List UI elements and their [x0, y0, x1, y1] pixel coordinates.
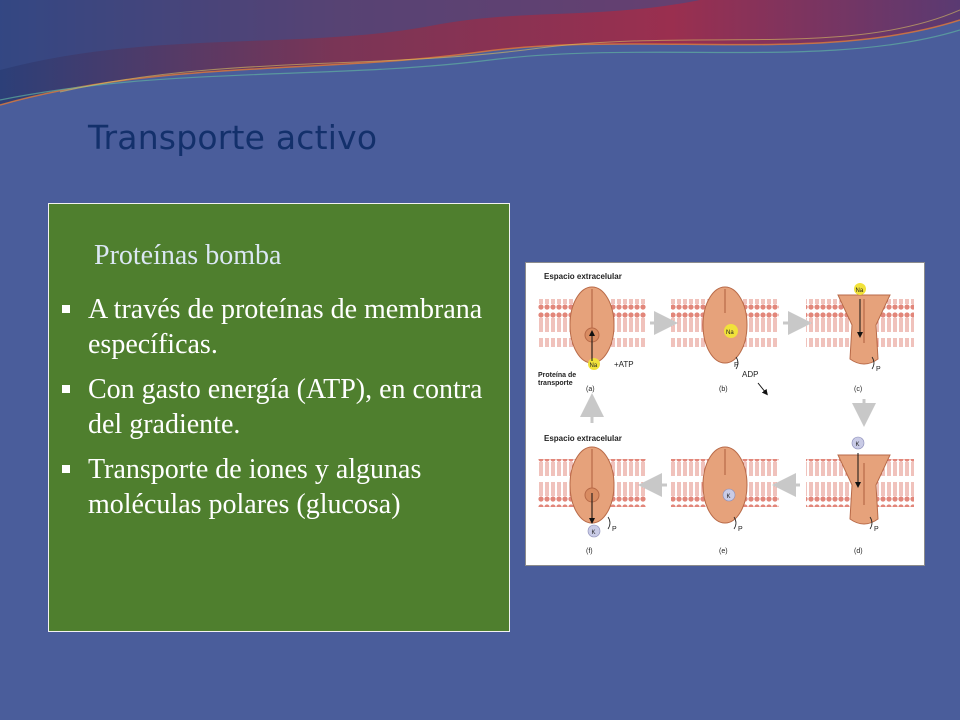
bullet-item	[59, 452, 504, 522]
panel-label: (b)	[719, 386, 728, 393]
svg-text:K: K	[855, 442, 860, 448]
pump-protein-e	[703, 447, 747, 523]
content-box	[48, 203, 510, 632]
sodium-ion-b	[724, 324, 738, 338]
svg-text:Na: Na	[726, 330, 734, 336]
phosphate-label-e: P	[738, 526, 743, 533]
decorative-banner	[0, 0, 960, 130]
phosphate-label-d: P	[874, 526, 879, 533]
svg-text:K: K	[591, 530, 596, 536]
panel-label: (a)	[586, 386, 595, 393]
phosphate-label-c: P	[876, 366, 881, 373]
sodium-ion-c	[854, 283, 866, 295]
bullet-list	[59, 292, 504, 532]
potassium-ion-d	[852, 437, 864, 449]
extracellular-label-top: Espacio extracelular	[544, 272, 622, 281]
svg-text:Na: Na	[589, 363, 598, 369]
square-bullet-icon	[62, 465, 70, 473]
box-subtitle: Proteínas bomba	[94, 240, 282, 271]
pump-diagram	[526, 263, 924, 565]
protein-label-line1: Proteína de	[538, 372, 577, 379]
sodium-potassium-pump-figure	[525, 262, 925, 566]
panel-label: (e)	[719, 548, 728, 555]
pump-protein-b	[703, 287, 747, 363]
panel-label: (f)	[586, 548, 593, 555]
adp-label: ADP	[742, 370, 759, 379]
bullet-text: Transporte de iones y algunas moléculas polares (glucosa)	[88, 454, 422, 520]
svg-text:Na: Na	[855, 288, 864, 294]
bullet-item	[59, 292, 504, 362]
svg-text:K: K	[726, 494, 731, 500]
bullet-text: A través de proteínas de membrana específicas.	[88, 294, 483, 360]
slide-title: Transporte activo	[88, 118, 378, 157]
panel-label: (d)	[854, 548, 863, 555]
atp-label: +ATP	[614, 360, 634, 369]
protein-label-line2: transporte	[538, 380, 573, 387]
bullet-text: Con gasto energía (ATP), en contra del gradiente.	[88, 374, 483, 440]
phosphate-label-b: P	[734, 362, 739, 369]
potassium-ion-f	[588, 525, 600, 537]
panel-label: (c)	[854, 386, 863, 393]
square-bullet-icon	[62, 305, 70, 313]
extracellular-label-bottom: Espacio extracelular	[544, 434, 622, 443]
phosphate-label-f: P	[612, 526, 617, 533]
adp-arrow	[758, 383, 766, 393]
square-bullet-icon	[62, 385, 70, 393]
potassium-ion-e	[723, 489, 735, 501]
bullet-item	[59, 372, 504, 442]
sodium-ion-a	[588, 358, 600, 370]
